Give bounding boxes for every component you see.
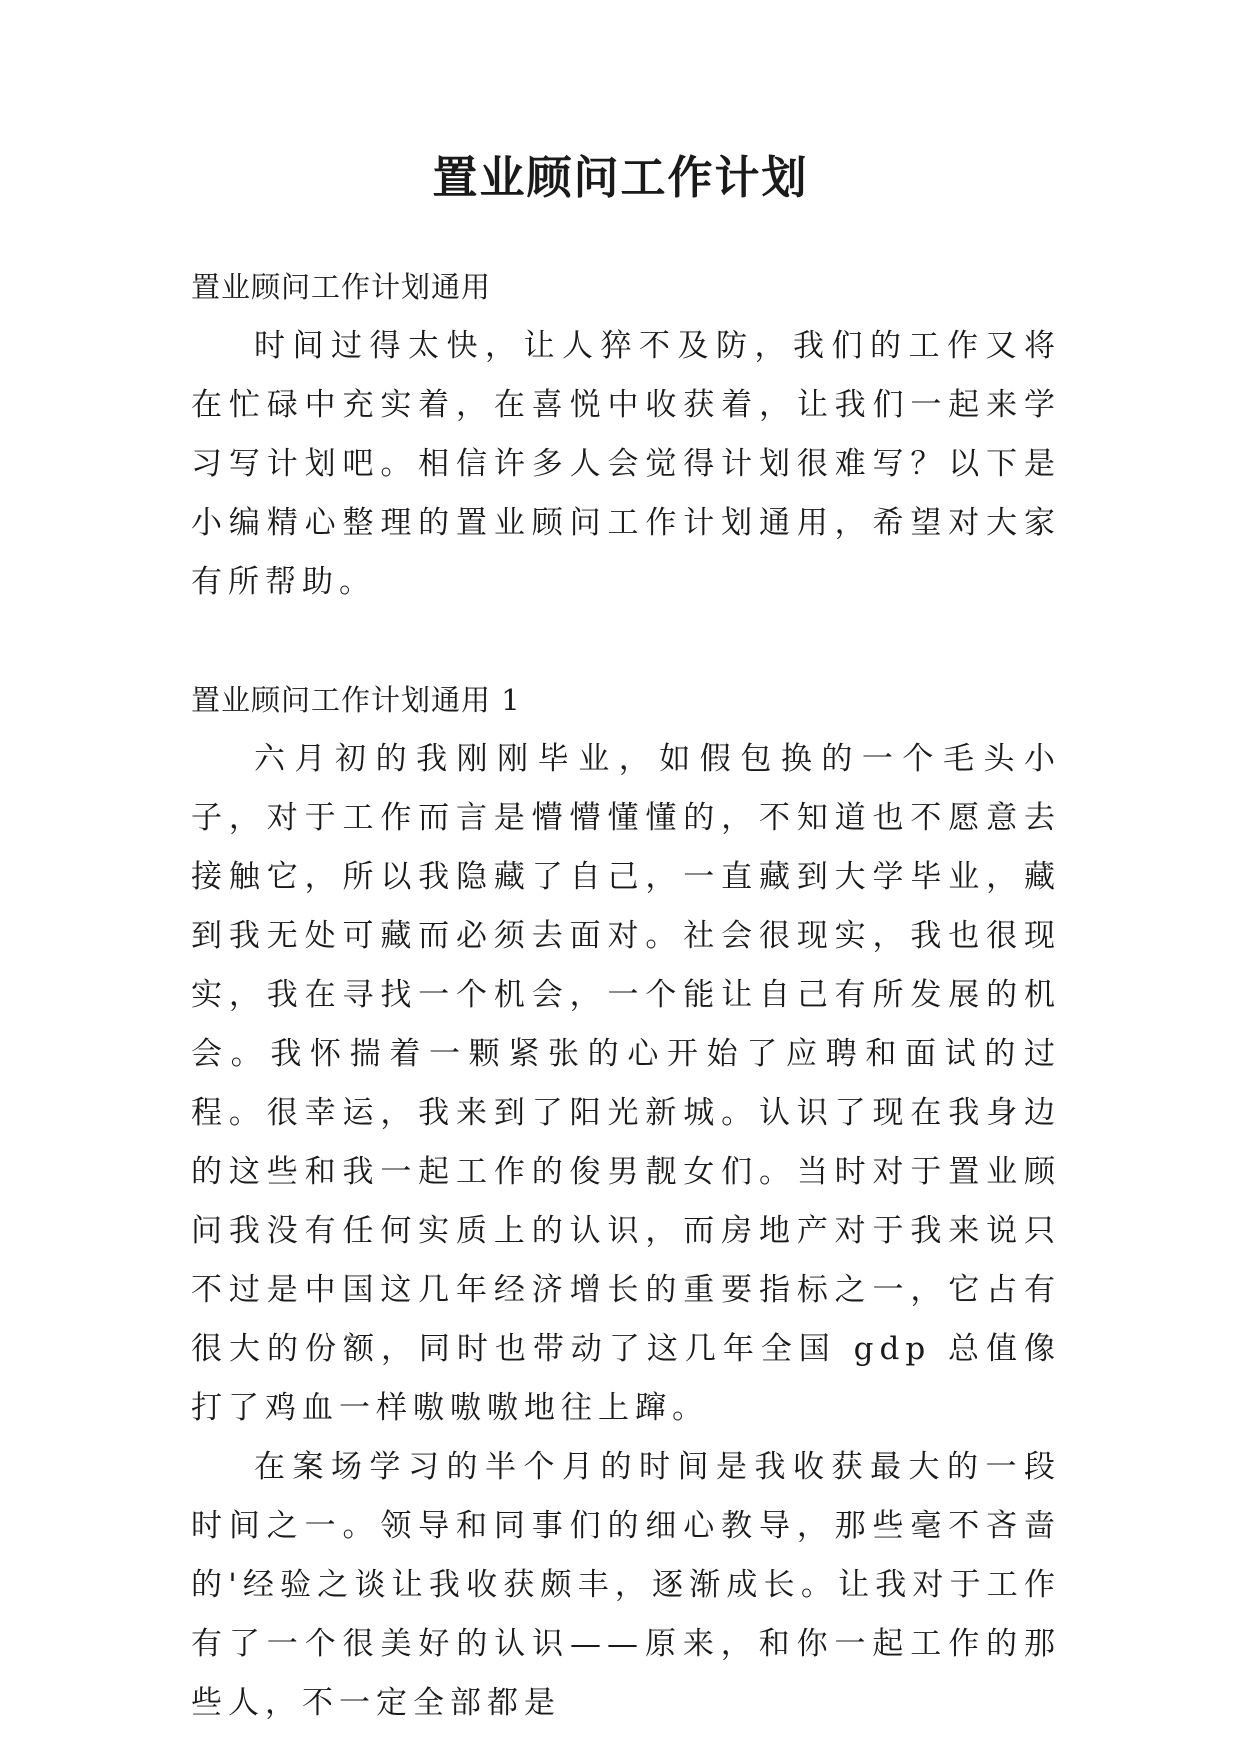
section-spacer: [191, 612, 1061, 671]
document-body: [191, 258, 1061, 1733]
section1-paragraph: 在案场学习的半个月的时间是我收获最大的一段时间之一。领导和同事们的细心教导，那些毫不吝啬的'经验之谈让我收获颇丰，逐渐成长。让我对于工作有了一个很美好的认识——原来，和你一起工作的那些人，不一定全部都是: [191, 1449, 1061, 1721]
document-title: 置业顾问工作计划: [432, 151, 809, 204]
intro-heading: 置业顾问工作计划通用: [191, 270, 492, 304]
section1-heading: 置业顾问工作计划通用 1: [191, 683, 521, 717]
intro-paragraph: 时间过得太快，让人猝不及防，我们的工作又将在忙碌中充实着，在喜悦中收获着，让我们一起来学习写计划吧。相信许多人会觉得计划很难写？以下是小编精心整理的置业顾问工作计划通用，希望对大家有所帮助。: [191, 328, 1061, 600]
section1-paragraph: 六月初的我刚刚毕业，如假包换的一个毛头小子，对于工作而言是懵懵懂懂的，不知道也不愿意去接触它，所以我隐藏了自己，一直藏到大学毕业，藏到我无处可藏而必须去面对。社会很现实，我也很现实，我在寻找一个机会，一个能让自己有所发展的机会。我怀揣着一颗紧张的心开始了应聘和面试的过程。很幸运，我来到了阳光新城。认识了现在我身边的这些和我一起工作的俊男靓女们。当时对于置业顾问我没有任何实质上的认识，而房地产对于我来说只不过是中国这几年经济增长的重要指标之一，它占有很大的份额，同时也带动了这几年全国 gdp 总值像打了鸡血一样嗷嗷嗷地往上蹿。: [191, 741, 1061, 1426]
